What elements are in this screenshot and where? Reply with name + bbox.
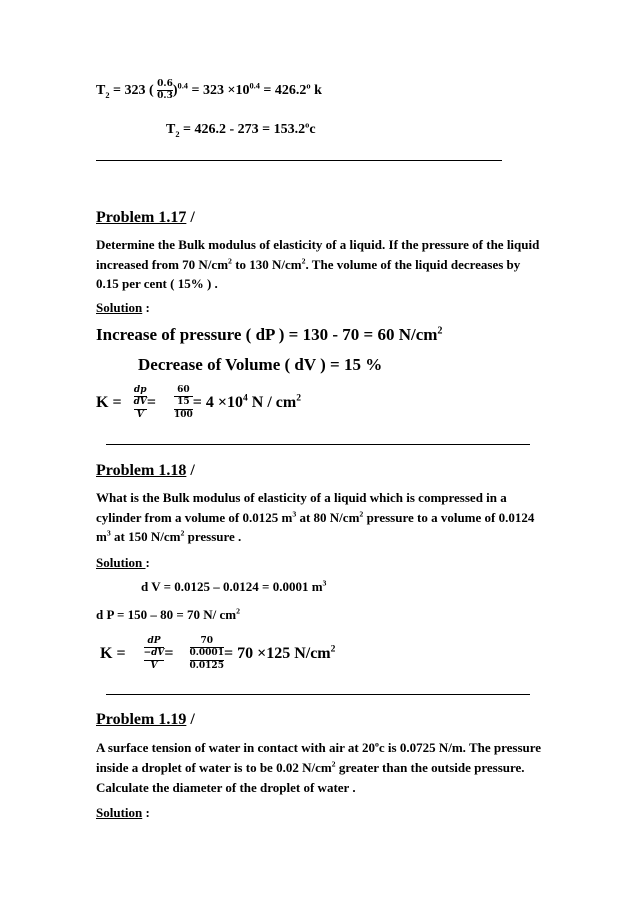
solution-label: Solution [96,555,146,570]
equals-sign: = [164,644,174,662]
unit: N / cm [247,393,297,411]
fraction-inner-denominator: 100 [173,409,193,420]
superscript: 3 [292,509,297,519]
problem-statement-line: Calculate the diameter of the droplet of water . [96,780,356,795]
superscript: 2 [331,759,336,769]
statement-text: pressure to a volume of 0.0124 [363,510,535,525]
pressure-increase-line [96,326,443,343]
superscript: 2 [228,256,232,266]
fraction-inner-denominator: V [136,409,144,420]
equation-result: = 4 ×10 [192,393,243,411]
bulk-modulus-equation [96,386,301,420]
fraction-inner-numerator: −dV [143,648,165,659]
divider [106,444,530,445]
degree-mark: o [375,739,379,749]
paren-close: ) [172,83,178,99]
dp-over-neg-dv-fraction [144,637,165,671]
problem-statement-line [96,761,525,774]
problem-statement-line [96,511,534,524]
statement-text: at 80 N/cm [296,510,360,525]
t2-subscript: 2 [175,129,180,139]
pressure-ratio-fraction [157,80,173,102]
title-suffix: / [186,711,195,728]
fraction-numerator: dP [147,636,161,646]
problem-number: Problem 1.19 [96,711,187,728]
superscript: 2 [330,643,336,655]
statement-text: . The volume of the liquid decreases by [305,257,521,272]
k-symbol: K = [100,644,130,662]
superscript: 2 [180,528,185,538]
exponent: 0.4 [249,81,260,91]
t2-eq-part-a: = 323 ( [109,83,154,99]
volume-decrease-line: Decrease of Volume ( dV ) = 15 % [138,355,383,374]
statement-text: m [96,529,107,544]
statement-text: to 130 N/cm [231,257,302,272]
statement-text: increased from 70 N/cm [96,257,229,272]
bulk-modulus-equation [100,637,335,671]
superscript: 3 [106,528,111,538]
equation-text: d V = 0.0125 – 0.0124 = 0.0001 m [141,579,323,594]
superscript: 2 [437,325,443,337]
problem-statement-line: What is the Bulk modulus of elasticity of a liquid which is compressed in a [96,490,507,505]
problem-statement-line [96,530,241,543]
problem-number: Problem 1.17 [96,209,187,226]
solution-colon: : [145,555,150,570]
solution-heading [96,556,150,569]
equation-result: = 70 ×125 N/cm [223,644,331,662]
t2-subscript: 2 [105,90,110,100]
unit: c [309,122,316,137]
problem-statement-line [96,258,520,271]
superscript: 2 [301,256,306,266]
dp-over-dv-fraction [134,386,147,420]
problem-number: Problem 1.18 [96,462,187,479]
numeric-fraction [174,386,193,420]
superscript: 2 [236,606,241,616]
t2-symbol: T [96,83,106,99]
fraction-inner-denominator: 0.0125 [189,660,224,671]
statement-text: c is 0.0725 N/m. The pressure [378,740,542,755]
t2-symbol: T [166,122,176,137]
solution-heading [96,301,150,314]
title-suffix: / [186,209,195,226]
fraction-denominator: 0.3 [157,91,173,102]
fraction-numerator: 0.6 [157,79,173,89]
problem-title [96,463,195,479]
fraction-inner-numerator: dV [133,397,147,408]
problem-title [96,210,195,226]
solution-colon: : [142,300,150,315]
numeric-fraction [190,637,224,671]
solution-label: Solution [96,805,143,820]
fraction-inner-denominator: V [150,660,158,671]
problem-title [96,712,195,728]
fraction-numerator: 60 [177,385,190,395]
t2-eq-part-c: = 426.2 [259,83,307,99]
statement-text: cylinder from a volume of 0.0125 m [96,510,293,525]
unit: k [310,83,322,99]
solution-label: Solution [96,300,143,315]
degree-mark: o [305,120,310,130]
statement-text: A surface tension of water in contact with air at 20 [96,740,375,755]
t2-equation-celsius [166,120,316,139]
equals-sign: = [146,393,156,411]
t2-eq-part-b: = 323 ×10 [187,83,250,99]
t2-equation-kelvin [96,80,322,102]
equation-text: d P = 150 – 80 = 70 N/ cm [96,607,237,622]
pressure-change-line [96,608,240,621]
fraction-numerator: 70 [200,636,213,646]
divider [106,694,530,695]
statement-text: greater than the outside pressure. [335,760,525,775]
divider [96,160,502,161]
exponent: 4 [243,392,248,404]
fraction-inner-numerator: 15 [177,397,190,408]
k-symbol: K = [96,393,126,411]
statement-text: at 150 N/cm [110,529,181,544]
problem-statement-line: 0.15 per cent ( 15% ) . [96,276,218,291]
problem-statement-line: Determine the Bulk modulus of elasticity of a liquid. If the pressure of the liquid [96,237,540,252]
exponent: 0.4 [177,81,188,91]
problem-statement-line [96,741,541,754]
fraction-inner-numerator: 0.0001 [189,648,224,659]
statement-text: inside a droplet of water is to be 0.02 N/cm [96,760,332,775]
degree-mark: o [306,81,311,91]
superscript: 3 [322,578,327,588]
title-suffix: / [186,462,195,479]
volume-change-line [141,580,326,593]
superscript: 2 [296,392,302,404]
t2-celsius-eq: = 426.2 - 273 = 153.2 [179,122,306,137]
fraction-numerator: dp [133,385,147,395]
superscript: 2 [359,509,364,519]
solution-heading [96,806,150,819]
solution-colon: : [142,805,150,820]
statement-text: pressure . [184,529,242,544]
equation-text: Increase of pressure ( dP ) = 130 - 70 = 60 N/cm [96,325,438,344]
